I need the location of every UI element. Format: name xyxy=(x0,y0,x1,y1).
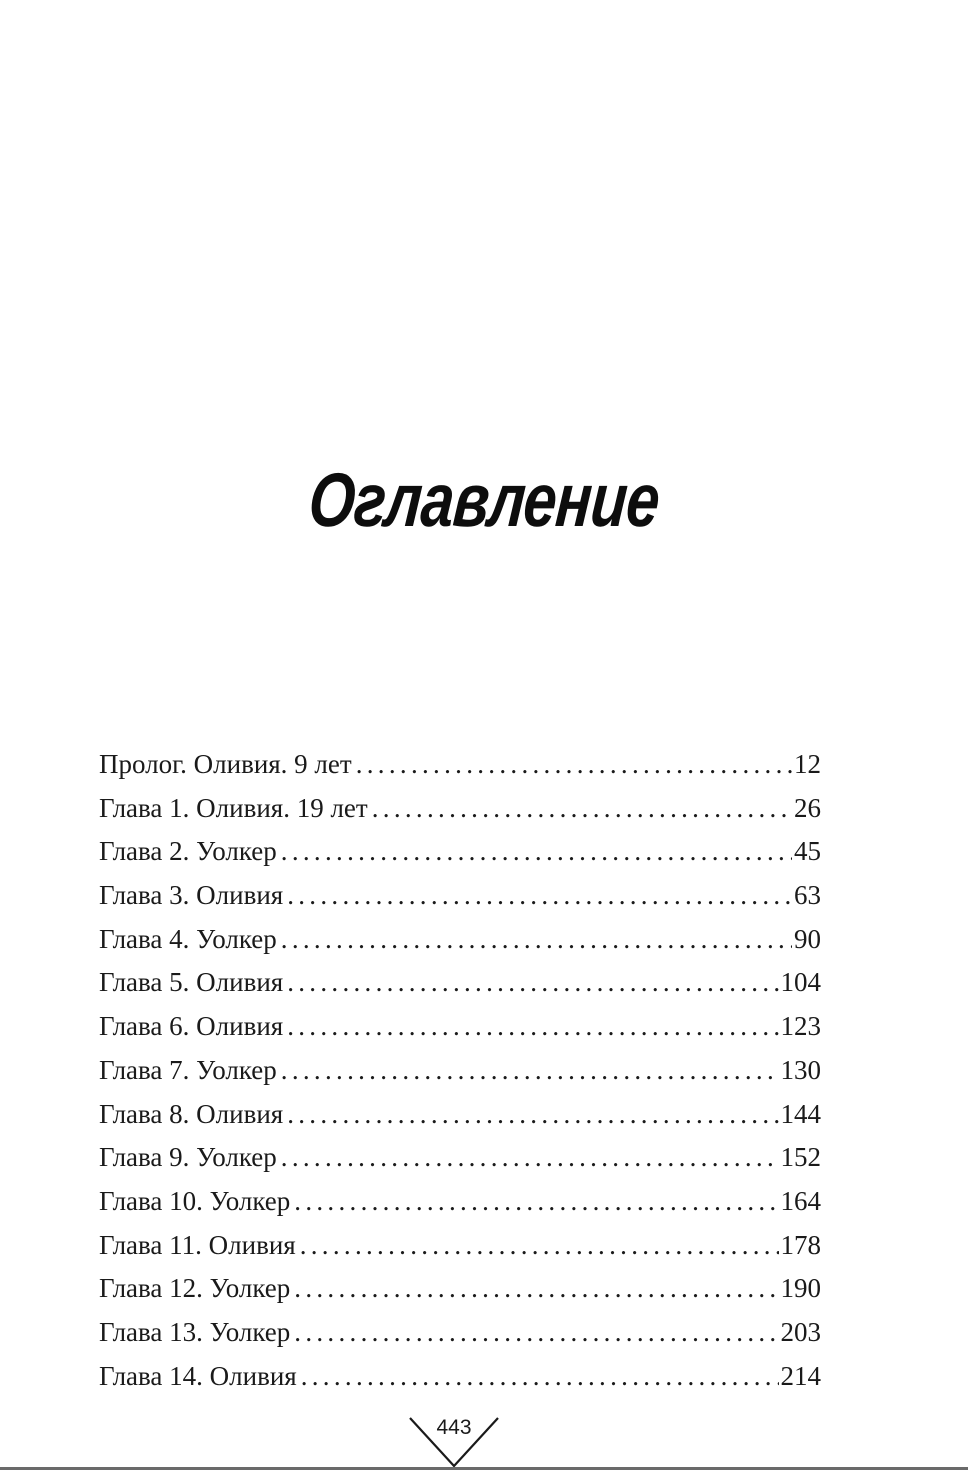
toc-entry xyxy=(99,1224,821,1268)
toc-dot-leader xyxy=(356,743,792,787)
toc-entry xyxy=(99,1311,821,1355)
toc-entry-page: 90 xyxy=(794,923,821,954)
toc-dot-leader xyxy=(281,1136,779,1180)
page-number: 443 xyxy=(436,1416,472,1439)
toc-entry-page: 203 xyxy=(780,1316,821,1347)
toc-dot-leader xyxy=(294,1180,778,1224)
toc-entry-label: Глава 8. Оливия xyxy=(99,1098,284,1129)
toc-entry xyxy=(99,961,821,1005)
toc-entry-label: Глава 3. Оливия xyxy=(99,880,284,911)
toc-entry-page: 144 xyxy=(780,1098,821,1129)
toc-entry-page: 178 xyxy=(780,1229,821,1260)
table-of-contents xyxy=(99,743,821,1398)
toc-dot-leader xyxy=(372,787,792,831)
toc-entry xyxy=(99,1049,821,1093)
toc-entry xyxy=(99,1267,821,1311)
toc-entry-label: Глава 11. Оливия xyxy=(99,1229,296,1260)
toc-entry-page: 190 xyxy=(780,1273,821,1304)
toc-entry-page: 164 xyxy=(780,1185,821,1216)
toc-entry xyxy=(99,1180,821,1224)
toc-dot-leader xyxy=(301,1355,779,1399)
toc-entry xyxy=(99,830,821,874)
toc-entry xyxy=(99,1093,821,1137)
toc-entry-label: Глава 5. Оливия xyxy=(99,967,284,998)
toc-dot-leader xyxy=(294,1267,778,1311)
toc-entry-label: Глава 14. Оливия xyxy=(99,1360,297,1391)
toc-entry-label: Глава 1. Оливия. 19 лет xyxy=(99,792,368,823)
toc-entry-label: Глава 6. Оливия xyxy=(99,1011,284,1042)
toc-entry-label: Глава 7. Уолкер xyxy=(99,1054,277,1085)
toc-entry-page: 123 xyxy=(780,1011,821,1042)
toc-dot-leader xyxy=(300,1224,779,1268)
toc-dot-leader xyxy=(287,961,778,1005)
toc-entry-label: Глава 10. Уолкер xyxy=(99,1185,291,1216)
toc-entry-page: 104 xyxy=(780,967,821,998)
toc-entry-page: 152 xyxy=(780,1142,821,1173)
toc-entry-page: 26 xyxy=(794,792,821,823)
toc-dot-leader xyxy=(281,1049,779,1093)
toc-entry-label: Пролог. Оливия. 9 лет xyxy=(99,749,352,779)
toc-entry-label: Глава 2. Уолкер xyxy=(99,836,277,867)
toc-dot-leader xyxy=(287,1093,778,1137)
toc-entry xyxy=(99,743,821,787)
toc-entry-page: 214 xyxy=(780,1360,821,1391)
toc-entry xyxy=(99,1005,821,1049)
page-number-folio xyxy=(404,1414,504,1470)
toc-entry-label: Глава 9. Уолкер xyxy=(99,1142,277,1173)
toc-entry-page: 130 xyxy=(780,1054,821,1085)
toc-dot-leader xyxy=(287,1005,778,1049)
page-title: Оглавление xyxy=(305,457,663,543)
toc-entry xyxy=(99,1136,821,1180)
toc-entry xyxy=(99,787,821,831)
toc-entry xyxy=(99,874,821,918)
toc-entry-label: Глава 12. Уолкер xyxy=(99,1273,291,1304)
toc-dot-leader xyxy=(287,874,792,918)
toc-dot-leader xyxy=(281,830,792,874)
toc-entry-label: Глава 4. Уолкер xyxy=(99,923,277,954)
toc-dot-leader xyxy=(294,1311,778,1355)
toc-dot-leader xyxy=(281,918,792,962)
toc-entry-page: 12 xyxy=(794,749,821,779)
toc-entry xyxy=(99,918,821,962)
toc-entry xyxy=(99,1355,821,1399)
toc-entry-page: 45 xyxy=(794,836,821,867)
toc-entry-label: Глава 13. Уолкер xyxy=(99,1316,291,1347)
toc-entry-page: 63 xyxy=(794,880,821,911)
